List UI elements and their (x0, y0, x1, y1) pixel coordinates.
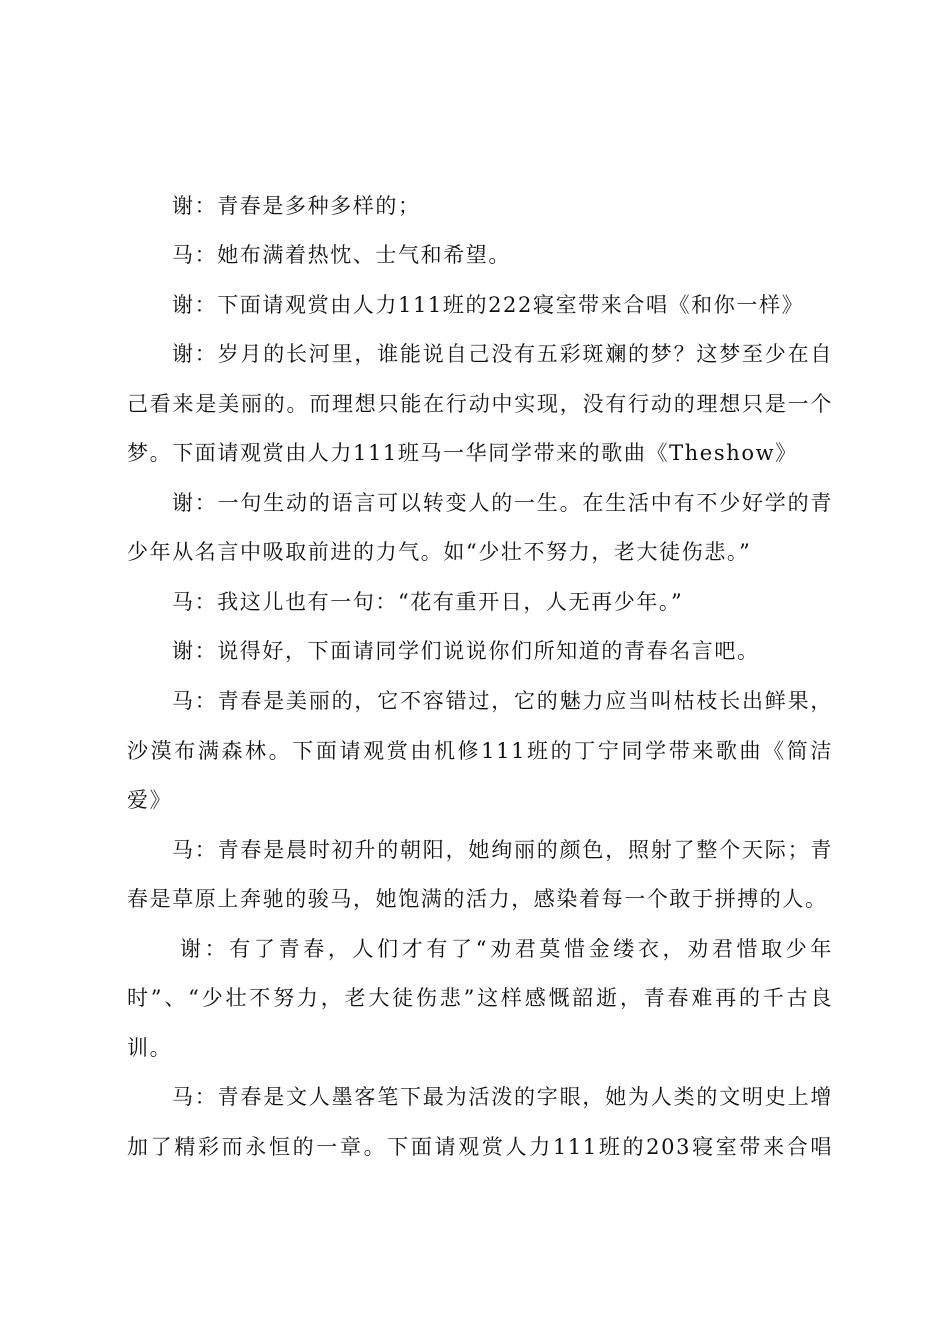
paragraph-line: 马：青春是美丽的，它不容错过，它的魅力应当叫枯枝长出鲜果， (172, 689, 833, 713)
paragraph-line: 训。 (127, 1036, 173, 1060)
paragraph-line: 梦。下面请观赏由人力111班马一华同学带来的歌曲《Theshow》 (127, 441, 798, 465)
paragraph-line: 谢：说得好，下面请同学们说说你们所知道的青春名言吧。 (172, 639, 760, 663)
paragraph-line: 爱》 (127, 788, 173, 812)
paragraph-line: 谢：青春是多种多样的； (172, 194, 421, 218)
paragraph-line: 春是草原上奔驰的骏马，她饱满的活力，感染着每一个敢于拼搏的人。 (127, 887, 828, 911)
paragraph-line: 马：青春是晨时初升的朝阳，她绚丽的颜色，照射了整个天际；青 (172, 838, 833, 862)
paragraph-line: 马：她布满着热忱、士气和希望。 (172, 243, 511, 267)
paragraph-line: 马：我这儿也有一句：“花有重开日，人无再少年。” (172, 590, 684, 614)
paragraph-line: 少年从名言中吸取前进的力气。如“少壮不努力，老大徒伤悲。” (127, 540, 752, 564)
paragraph-line: 时”、“少壮不努力，老大徒伤悲”这样感慨韶逝，青春难再的千古良 (127, 986, 833, 1010)
paragraph-line: 沙漠布满森林。下面请观赏由机修111班的丁宁同学带来歌曲《简洁 (127, 739, 833, 763)
paragraph-line: 谢：有了青春，人们才有了“劝君莫惜金缕衣，劝君惜取少年 (180, 937, 833, 961)
paragraph-line: 谢：一句生动的语言可以转变人的一生。在生活中有不少好学的青 (172, 491, 833, 515)
paragraph-line: 加了精彩而永恒的一章。下面请观赏人力111班的203寝室带来合唱 (127, 1135, 833, 1159)
paragraph-line: 己看来是美丽的。而理想只能在行动中实现，没有行动的理想只是一个 (127, 392, 833, 416)
paragraph-line: 谢：岁月的长河里，谁能说自己没有五彩斑斓的梦？这梦至少在自 (172, 342, 833, 366)
paragraph-line: 谢：下面请观赏由人力111班的222寝室带来合唱《和你一样》 (172, 293, 805, 317)
paragraph-line: 马：青春是文人墨客笔下最为活泼的字眼，她为人类的文明史上增 (172, 1085, 833, 1109)
